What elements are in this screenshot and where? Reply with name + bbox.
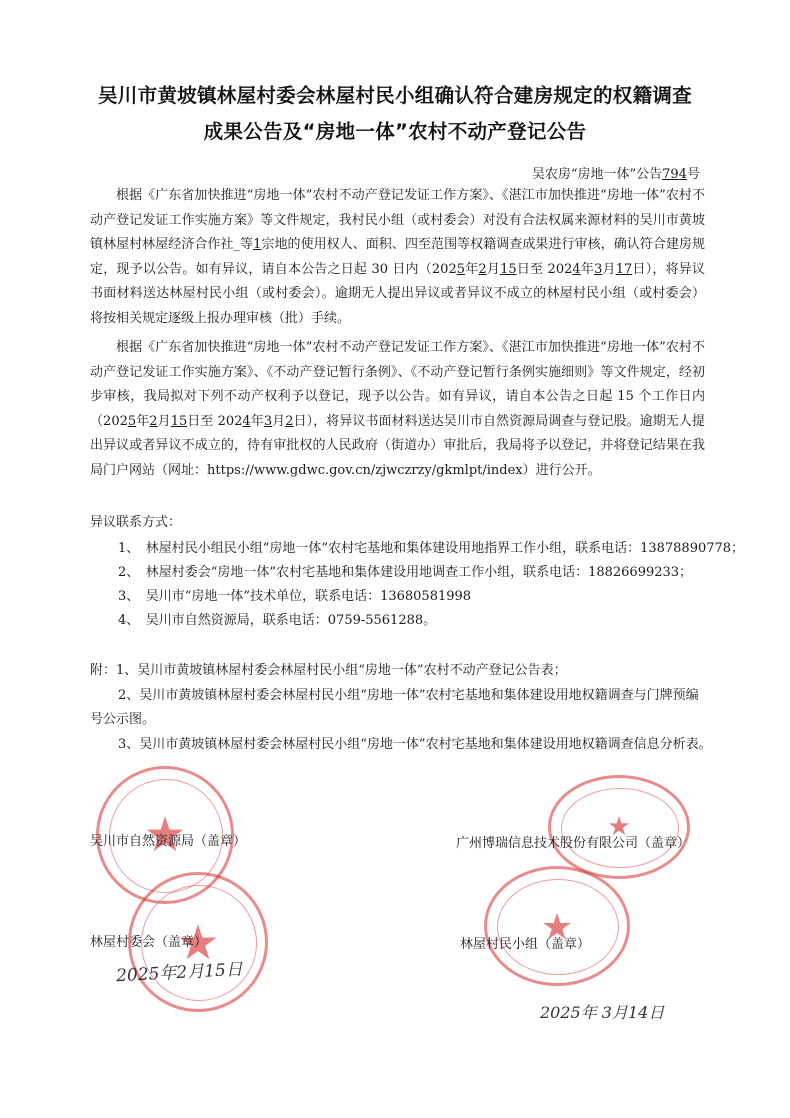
p2-text-a: 根据《广东省加快推进“房地一体”农村不动产登记发证工作方案》、《湛江市加快推进“房地一体”农村不动产登记发证工作实施方案》、《不动产登记暂行条例》、《不动产登记暂行条例实施细则》等文件规定，经初步审核，我局拟对下列不动产权利予以登记，现予以公告。如有异议，请自本公告之日起 15 个工作日内（202 <box>90 340 705 429</box>
attachment-item-continued: 号公示图。 <box>90 712 156 727</box>
p1-end-month: 3 <box>594 261 603 277</box>
p2-start-day: 15 <box>170 413 188 429</box>
p2-month-char: 月 <box>157 413 171 429</box>
p2-month-char-2: 月 <box>272 413 286 429</box>
p1-parcel-count: 1 <box>253 237 262 253</box>
p1-month-char: 月 <box>486 261 501 277</box>
village-committee-signature-label: 林屋村委会（盖章） <box>90 935 208 950</box>
paragraph-ownership-survey <box>90 184 705 332</box>
contact-item: 3、 吴川市“房地一体”技术单位，联系电话：13680581998 <box>118 589 472 604</box>
p2-year-char-2: 年 <box>250 413 264 429</box>
p2-text-mid: 日至 202 <box>187 413 243 429</box>
contacts-heading: 异议联系方式： <box>90 515 182 530</box>
attachment-item: 3、吴川市黄坡镇林屋村委会林屋村民小组“房地一体”农村宅基地和集体建设用地权籍调查信息分析表。 <box>118 737 712 752</box>
p2-end-year: 4 <box>242 413 251 429</box>
notice-title-line2: 成果公告及“房地一体”农村不动产登记公告 <box>203 120 587 143</box>
star-icon: ★ <box>607 812 631 842</box>
p2-end-month: 3 <box>263 413 273 429</box>
company-signature-label: 广州博瑞信息技术股份有限公司（盖章） <box>456 836 691 851</box>
company-seal <box>548 775 690 879</box>
p2-text-c: 日），将异议书面材料送达吴川市自然资源局调查与登记股。逾期无人提出异议或者异议不成立的，待有审批权的人民政府（街道办）审批后，我局将予以登记，并将登记结果在我局门户网站（网址：https://www.gdwc.gov.cn/zjwczrzy/gkmlpt/index）进行公开。 <box>90 413 705 478</box>
document-number <box>532 163 700 182</box>
p1-text-a: 根据《广东省加快推进“房地一体”农村不动产登记发证工作方案》、《湛江市加快推进“房地一体”农村不动产登记发证工作实施方案》等文件规定，我村民小组（或村委会）对没有合法权属来源材料的吴川市黄坡镇林屋村林屋经济合作社_等 <box>90 188 705 253</box>
p2-end-day: 2 <box>285 413 294 429</box>
star-icon: ★ <box>176 915 220 971</box>
bureau-signature-label: 吴川市自然资源局（盖章） <box>90 834 247 849</box>
paragraph-registration-notice <box>90 336 705 484</box>
p1-end-year: 4 <box>572 261 581 277</box>
p2-year-char: 年 <box>136 413 150 429</box>
attachment-item: 2、吴川市黄坡镇林屋村委会林屋村民小组“房地一体”农村宅基地和集体建设用地权籍调查与门牌预编 <box>118 688 699 703</box>
p1-text-b: 宗地的使用权人、面积、四至范围等权籍调查成果进行审核，确认符合建房规定，现予以公告。如有异议，请自本公告之日起 30 日内（202 <box>90 237 705 277</box>
contact-item: 4、 吴川市自然资源局，联系电话：0759-5561288。 <box>118 613 437 628</box>
handwritten-date-left: 2025年2月15日 <box>115 959 244 987</box>
contact-item: 2、 林屋村委会“房地一体”农村宅基地和集体建设用地调查工作小组，联系电话：18826699233； <box>118 565 693 580</box>
star-icon: ★ <box>540 907 574 948</box>
p1-end-day: 17 <box>615 261 633 277</box>
villager-group-signature-label: 林屋村民小组（盖章） <box>460 937 591 952</box>
handwritten-date-right: 2025年 3月14日 <box>540 1003 665 1022</box>
p1-start-year: 5 <box>456 261 465 277</box>
p1-text-mid: 日至 202 <box>516 261 573 277</box>
p2-start-month: 2 <box>149 413 158 429</box>
p1-text-c: 日），将异议书面材料送达林屋村民小组（或村委会）。逾期无人提出异议或者异议不成立的林屋村民小组（或村委会）将按相关规定逐级上报办理审核（批）手续。 <box>90 261 705 326</box>
p1-month-char-2: 月 <box>602 261 616 277</box>
doc-no-number: 794 <box>662 167 687 182</box>
villager-group-seal <box>484 866 630 986</box>
star-icon: ★ <box>143 807 187 863</box>
p1-year-char: 年 <box>465 261 479 277</box>
attachment-item: 附：1、吴川市黄坡镇林屋村委会林屋村民小组“房地一体”农村不动产登记公告表； <box>90 663 567 678</box>
doc-no-suffix: 号 <box>686 167 700 182</box>
p2-start-year: 5 <box>127 413 137 429</box>
p1-start-month: 2 <box>478 261 487 277</box>
contact-item: 1、 林屋村民小组民小组“房地一体”农村宅基地和集体建设用地指界工作小组，联系电话：13878890778； <box>118 541 745 556</box>
p1-year-char-2: 年 <box>580 261 595 277</box>
notice-title-line1: 吴川市黄坡镇林屋村委会林屋村民小组确认符合建房规定的权籍调查 <box>97 84 692 107</box>
doc-no-prefix: 吴农房“房地一体”公告 <box>531 167 663 182</box>
p1-start-day: 15 <box>500 261 517 277</box>
